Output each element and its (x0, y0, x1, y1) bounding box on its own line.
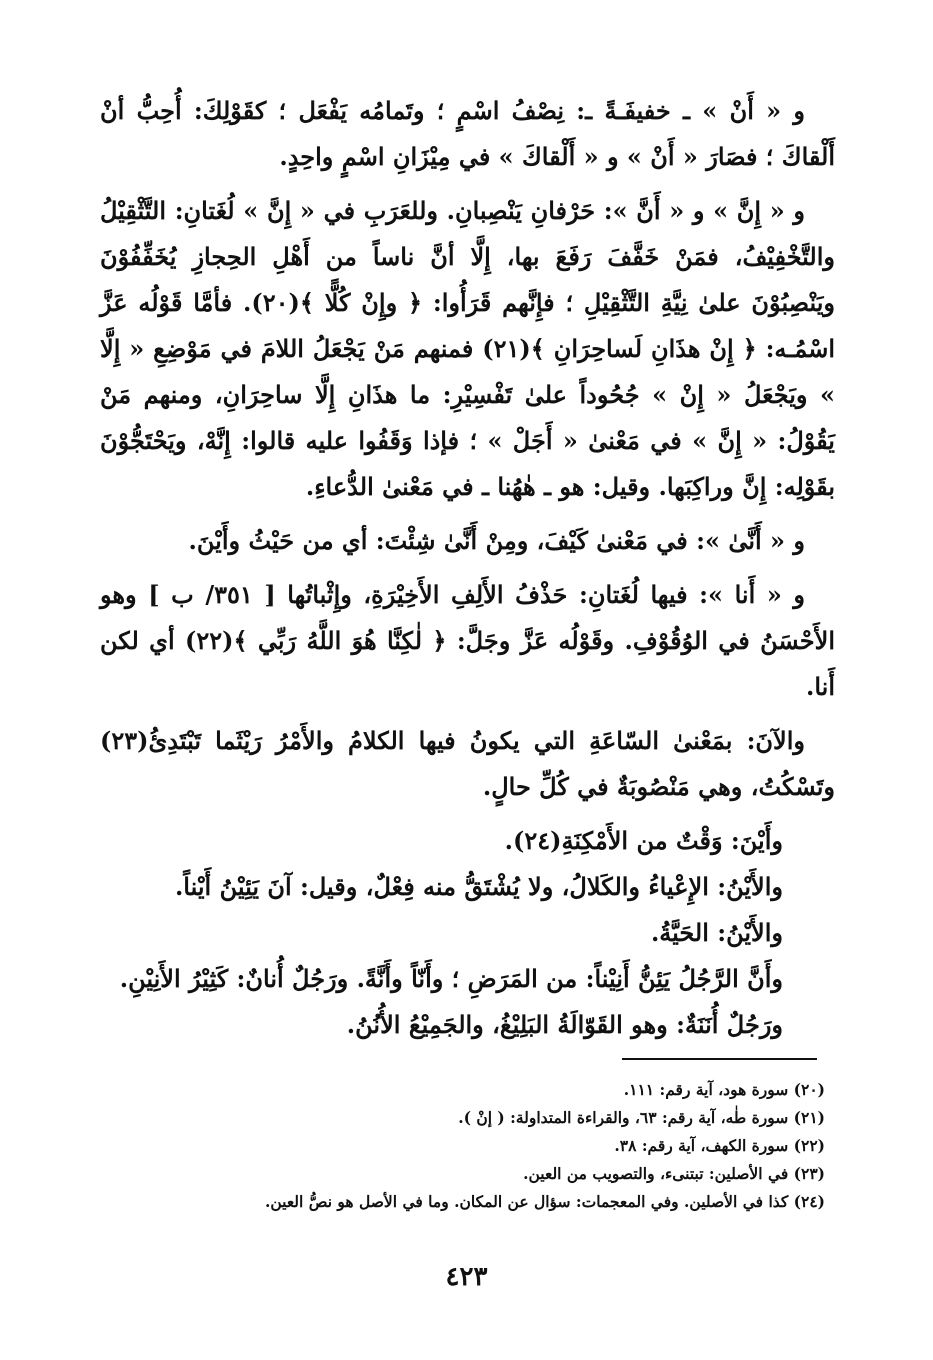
entry-line: وأَيْنَ: وَقْتٌ من الأَمْكِنَةِ(٢٤). (504, 826, 783, 855)
entry-line: وأَنَّ الرَّجُلُ يَئِنُّ أَنِيْناً: من المَرَضِ ؛ وأَنّاً وأَنَّةً. ورَجُلٌ أُنانٌ: كَثِيْرُ الأَنِيْنِ. (119, 964, 783, 993)
footnote-24: (٢٤) كذا في الأصلين. وفي المعجمات: سؤال عن المكان. وما في الأصل هو نصُّ العين. (264, 1192, 825, 1211)
paragraph-an-light (100, 88, 835, 180)
paragraph-anna (100, 518, 835, 564)
paragraph-ana (100, 572, 835, 710)
footnote-23: (٢٣) في الأصلين: تبتنىء، والتصويب من العين. (523, 1164, 825, 1183)
ayn-entries (100, 818, 835, 1048)
paragraph-text: و « أَنْ » ـ خفيفَـةً ـ: نِصْفُ اسْمٍ ؛ وتَمامُه يَفْعَل ؛ كقَوْلِكَ: أُحِبُّ أنْ أَلْقاكَ ؛ فصَارَ « أَنْ » و « أَلْقاكَ » في مِيْزَانِ اسْمٍ واحِدٍ. (100, 96, 835, 171)
footnote-22: (٢٢) سورة الكهف، آية رقم: ٣٨. (614, 1136, 825, 1155)
entry-line: والأَيْنُ: الإِعْياءُ والكَلالُ، ولا يُشْتَقُّ منه فِعْلٌ، وقيل: آنَ يَئِيْنُ أَيْناً. (174, 872, 783, 901)
entry-line: والأَيْنُ: الحَيَّةُ. (650, 918, 783, 947)
paragraph-text: و « إِنَّ » و « أَنَّ »: حَرْفانِ يَنْصِبانِ. وللعَرَبِ في « إِنَّ » لُغَتانِ: التَّثْقِيْلُ والتَّخْفِيْفُ، فمَنْ خَفَّفَ رَفَعَ بها، إِلَّا أنَّ ناساً من أَهْلِ الحِجازِ يُخَفِّفُوْنَ ويَنْصِبُوْنَ علىٰ نِيَّةِ التَّثْقِيْلِ ؛ فإِنَّهم قَرَأُوا: ﴿ وإِنْ كُلًّا ﴾(٢٠). فأمَّا قَوْلُه عَزَّ اسْمُـه: ﴿ إِنْ هذَانِ لَساحِرَانِ ﴾(٢١) فمنهم مَنْ يَجْعَلُ اللامَ في مَوْضِعِ « إِلَّا » ويَجْعَلُ « إِنْ » جُحُوداً علىٰ تَفْسِيْرِ: ما هذَانِ إِلَّا ساحِرَانِ، ومنهم مَنْ يَقُوْلُ: « إِنَّ » في مَعْنىٰ « أَجَلْ » ؛ فإذا وَقَفُوا عليه قالوا: إِنَّهْ، ويَحْتَجُّوْنَ بقَوْلِه: إِنَّ وراكِبَها. وقيل: هو ـ هٰهُنا ـ في مَعْنىٰ الدُّعاءِ. (100, 196, 836, 501)
paragraph-alan (100, 718, 835, 810)
entry-line: ورَجُلٌ أُنَنَةٌ: وهو القَوّالَةُ البَلِيْغُ، والجَمِيْعُ الأُنُنُ. (346, 1010, 783, 1039)
footnote-20: (٢٠) سورة هود، آية رقم: ١١١. (623, 1080, 825, 1099)
page-number: ٤٢٣ (445, 1262, 488, 1292)
paragraph-inna-anna (100, 188, 835, 510)
paragraph-text: و « أَنَّىٰ »: في مَعْنىٰ كَيْفَ، ومِنْ أَنَّىٰ شِئْتَ: أي من حَيْثُ وأَيْنَ. (188, 526, 805, 555)
footnote-divider (622, 1058, 817, 1060)
paragraph-text: و « أَنا »: فيها لُغَتانِ: حَذْفُ الأَلِفِ الأَخِيْرَةِ، وإِثْباتُها [ ٣٥١/ ب ] وهو الأَحْسَنُ في الوُقُوْفِ. وقَوْلُه عَزَّ وجَلَّ: ﴿ لٰكِنَّا هُوَ اللَّهُ رَبِّي ﴾(٢٢) أي لكن أَنا. (100, 580, 835, 701)
footnotes (120, 1076, 825, 1216)
footnote-21: (٢١) سورة طٰه، آية رقم: ٦٣، والقراءة المتداولة: ( إنْ ). (458, 1108, 825, 1127)
paragraph-text: والآنَ: بمَعْنىٰ السّاعَةِ التي يكونُ فيها الكلامُ والأَمْرُ رَيْثَما تَبْتَدِئُ(٢٣) وتَسْكُتُ، وهي مَنْصُوبَةٌ في كُلِّ حالٍ. (100, 726, 835, 801)
main-text (100, 88, 835, 1056)
